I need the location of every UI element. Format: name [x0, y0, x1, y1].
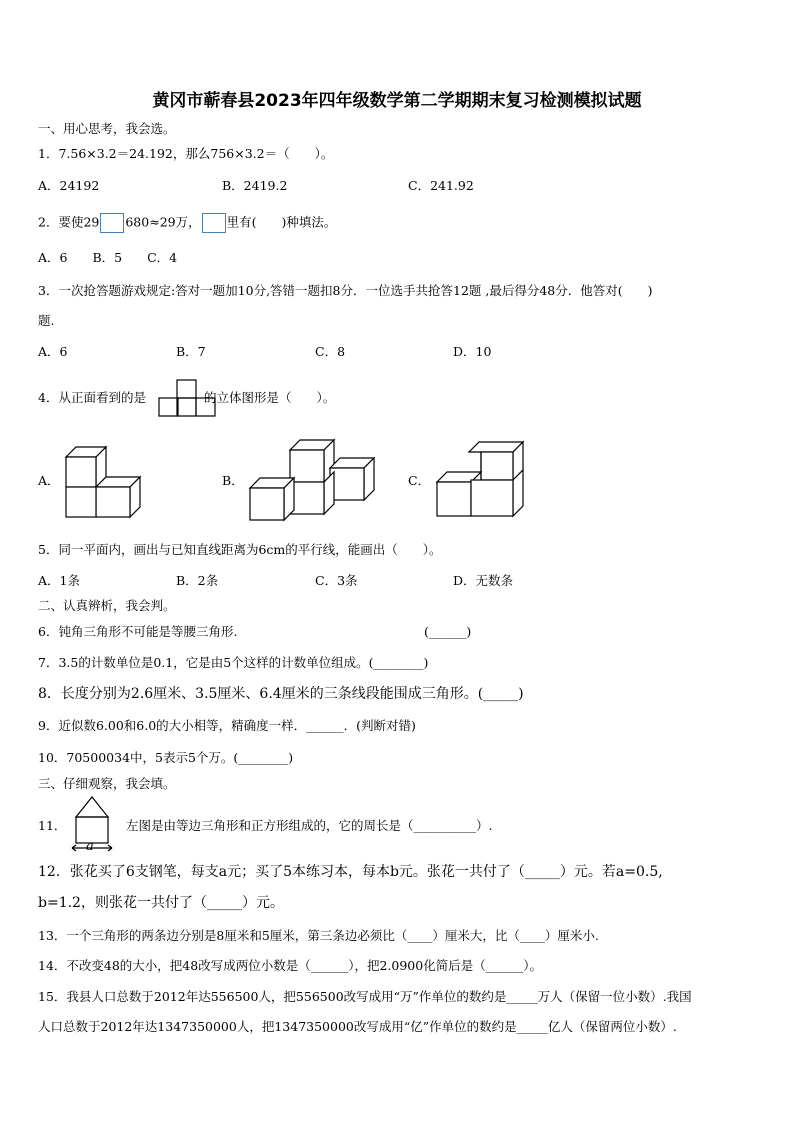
- q2-text-post: 里有( )种填法。: [226, 214, 337, 230]
- q1-option-a[interactable]: A．24192: [38, 178, 100, 193]
- section-2-heading: 二、认真辨析，我会判。: [38, 598, 176, 613]
- question-15-line-1: 15．我县人口总数于2012年达556500人，把556500改写成用“万”作单位的数约是_____万人（保留一位小数）.我国: [38, 989, 692, 1004]
- question-15-line-2: 人口总数于2012年达1347350000人，把1347350000改写成用“亿”作单位的数约是_____亿人（保留两位小数）.: [38, 1019, 677, 1034]
- question-12-line-1: 12．张花买了6支钢笔，每支a元；买了5本练习本，每本b元。张花一共付了（_____）元。若a=0.5,: [38, 864, 663, 880]
- question-14: 14．不改变48的大小，把48改写成两位小数是（______），把2.0900化简后是（______）。: [38, 958, 542, 973]
- question-11-number: 11．: [38, 818, 67, 833]
- cube-figure-b: [248, 438, 378, 524]
- page-title: 黄冈市蕲春县2023年四年级数学第二学期期末复习检测模拟试题: [152, 91, 642, 111]
- question-13: 13．一个三角形的两条边分别是8厘米和5厘米，第三条边必须比（____）厘米大，比（____）厘米小.: [38, 928, 599, 943]
- question-12-line-2: b=1.2，则张花一共付了（_____）元。: [38, 895, 284, 911]
- cube-figure-c: [435, 440, 527, 520]
- q2-text-pre: 2．要使29: [38, 214, 100, 230]
- q2-text-mid: 680≈29万，: [125, 214, 201, 230]
- q4-text-post: 的立体图形是（ ）。: [203, 390, 336, 405]
- question-2: [38, 213, 336, 233]
- question-6: 6．钝角三角形不可能是等腰三角形.: [38, 624, 238, 639]
- q3-option-c[interactable]: C．8: [315, 344, 346, 359]
- q4-text-pre: 4．从正面看到的是: [38, 390, 146, 405]
- cube-figure-a: [64, 443, 144, 519]
- q4-option-a[interactable]: A．: [38, 473, 60, 488]
- question-9: 9．近似数6.00和6.0的大小相等，精确度一样．______．(判断对错): [38, 718, 416, 733]
- q1-option-c[interactable]: C．241.92: [408, 178, 474, 193]
- q11-side-label: a: [86, 839, 94, 854]
- question-10: 10．70500034中，5表示5个万。(________): [38, 750, 294, 765]
- section-1-heading: 一、用心思考，我会选。: [38, 121, 176, 136]
- q4-option-c[interactable]: C．: [408, 473, 431, 488]
- q5-option-d[interactable]: D．无数条: [453, 573, 514, 588]
- q3-option-d[interactable]: D．10: [453, 344, 492, 359]
- q2-blank-box[interactable]: [100, 213, 124, 233]
- triangle-square-figure: [72, 795, 120, 857]
- q2-options[interactable]: A．6 B．5 C．4: [38, 250, 178, 265]
- question-3-line-2: 题.: [38, 313, 55, 328]
- q6-answer-blank[interactable]: (______): [424, 624, 472, 639]
- question-8: 8．长度分别为2.6厘米、3.5厘米、6.4厘米的三条线段能围成三角形。(_____): [38, 686, 524, 702]
- q3-option-a[interactable]: A．6: [38, 344, 68, 359]
- front-view-figure: [158, 379, 218, 417]
- q5-option-a[interactable]: A．1条: [38, 573, 80, 588]
- question-11-text: 左图是由等边三角形和正方形组成的，它的周长是（__________）.: [126, 818, 493, 833]
- question-3-line-1: 3．一次抢答题游戏规定:答对一题加10分,答错一题扣8分．一位选手共抢答12题 ,最后得分48分．他答对( ): [38, 283, 653, 298]
- section-3-heading: 三、仔细观察，我会填。: [38, 776, 176, 791]
- q5-option-b[interactable]: B．2条: [176, 573, 219, 588]
- q5-option-c[interactable]: C．3条: [315, 573, 358, 588]
- question-1: 1．7.56×3.2＝24.192，那么756×3.2＝（ ）。: [38, 146, 334, 161]
- q1-option-b[interactable]: B．2419.2: [222, 178, 288, 193]
- question-7: 7．3.5的计数单位是0.1，它是由5个这样的计数单位组成。(________): [38, 655, 429, 670]
- q3-option-b[interactable]: B．7: [176, 344, 206, 359]
- q4-option-b[interactable]: B．: [222, 473, 244, 488]
- q2-blank-box-2[interactable]: [202, 213, 226, 233]
- question-5: 5．同一平面内，画出与已知直线距离为6cm的平行线，能画出（ ）。: [38, 542, 442, 557]
